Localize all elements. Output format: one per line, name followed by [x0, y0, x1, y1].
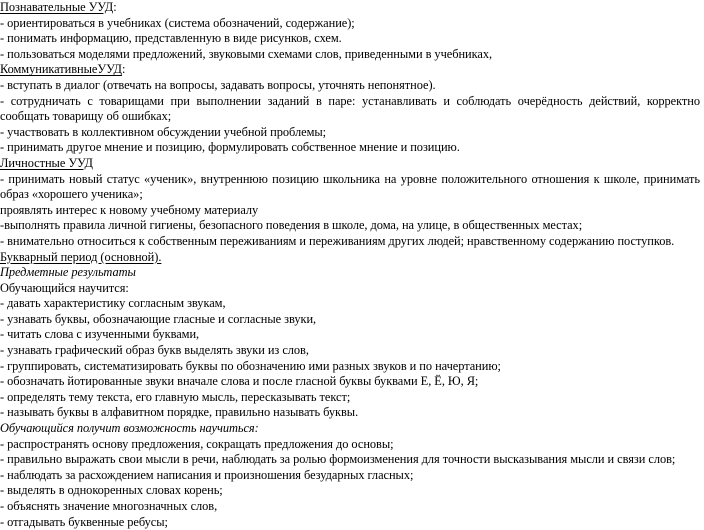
line-text: - вступать в диалог (отвечать на вопросы, задавать вопросы, уточнять непонятное). [0, 77, 436, 92]
text-line [0, 218, 704, 234]
text-line [0, 312, 704, 328]
line-text: - наблюдать за расхождением написания и произношения безударных гласных; [0, 467, 414, 482]
subsection-heading [0, 421, 704, 437]
line-text: - узнавать графический образ букв выделять звуки из слов, [0, 343, 309, 358]
line-text: - внимательно относиться к собственным переживаниям и переживаниям других людей; нравственному содержанию поступков. [0, 233, 675, 248]
text-line [0, 31, 704, 47]
text-line [0, 47, 704, 63]
line-text: Познавательные УУД [0, 0, 114, 14]
line-text: - сотрудничать с товарищами при выполнении заданий в паре: устанавливать и соблюдать очерёдность действий, корректно сообщать товарищу об ошибках; [0, 93, 700, 124]
text-line [0, 78, 704, 94]
text-line [0, 468, 704, 484]
text-line [0, 499, 704, 515]
section-heading [0, 156, 704, 172]
text-line [0, 483, 704, 499]
line-text: - давать характеристику согласным звукам, [0, 296, 226, 311]
line-text: - правильно выражать свои мысли в речи, наблюдать за ролью формоизменения для точности высказывания мысли и связи слов; [0, 452, 676, 467]
line-text: - обозначать йотированные звуки вначале слова и после гласной буквы буквами Е, Ё, Ю, Я; [0, 374, 479, 389]
text-line [0, 390, 704, 406]
text-line [0, 359, 704, 375]
line-text: Обучающийся получит возможность научиться: [0, 421, 259, 436]
line-text: Предметные результаты [0, 265, 136, 280]
line-text: - пользоваться моделями предложений, звуковыми схемами слов, приведенными в учебниках, [0, 46, 493, 61]
line-text: Обучающийся научится: [0, 280, 129, 295]
text-line [0, 281, 704, 297]
text-line [0, 125, 704, 141]
text-line [0, 16, 704, 32]
line-text: - понимать информацию, представленную в виде рисунков, схем. [0, 31, 342, 46]
text-line [0, 437, 704, 453]
line-text: - принимать другое мнение и позицию, формулировать собственное мнение и позицию. [0, 140, 460, 155]
text-line [0, 515, 704, 530]
line-text: - объяснять значение многозначных слов, [0, 499, 218, 513]
line-text: - группировать, систематизировать буквы по обозначению ими разных звуков и по начертанию; [0, 358, 501, 373]
text-line [0, 452, 704, 468]
line-text: - выделять в однокоренных словах корень; [0, 483, 223, 498]
line-suffix: : [121, 62, 126, 77]
line-text: - читать слова с изученными буквами, [0, 327, 200, 342]
line-text: проявлять интерес к новому учебному материалу [0, 202, 259, 217]
text-line [0, 405, 704, 421]
line-text: - участвовать в коллективном обсуждении учебной проблемы; [0, 124, 327, 139]
section-heading [0, 250, 704, 266]
line-text: КоммуникативныеУУД [0, 62, 122, 77]
line-text: - отгадывать буквенные ребусы; [0, 514, 168, 529]
text-line [0, 296, 704, 312]
text-line [0, 94, 704, 125]
line-text: Личностные УУД [0, 155, 93, 170]
line-suffix: : [113, 0, 117, 14]
text-line [0, 203, 704, 219]
section-heading [0, 62, 704, 78]
section-heading [0, 0, 704, 16]
line-text: - определять тему текста, его главную мысль, пересказывать текст; [0, 389, 351, 404]
line-text: -выполнять правила личной гигиены, безопасного поведения в школе, дома, на улице, в общественных местах; [0, 218, 583, 233]
text-line [0, 327, 704, 343]
text-line [0, 374, 704, 390]
text-line [0, 234, 704, 250]
subsection-heading [0, 265, 704, 281]
text-line [0, 343, 704, 359]
text-line [0, 172, 704, 203]
line-text: - принимать новый статус «ученик», внутреннюю позицию школьника на уровне положительного отношения к школе, принимать образ «хорошего ученика»; [0, 171, 700, 202]
line-text: - узнавать буквы, обозначающие гласные и согласные звуки, [0, 311, 317, 326]
line-text: Букварный период (основной). [0, 249, 162, 264]
text-line [0, 140, 704, 156]
line-text: - ориентироваться в учебниках (система обозначений, содержание); [0, 15, 355, 30]
line-text: - распространять основу предложения, сокращать предложения до основы; [0, 436, 394, 451]
line-text: - называть буквы в алфавитном порядке, правильно называть буквы. [0, 405, 359, 420]
